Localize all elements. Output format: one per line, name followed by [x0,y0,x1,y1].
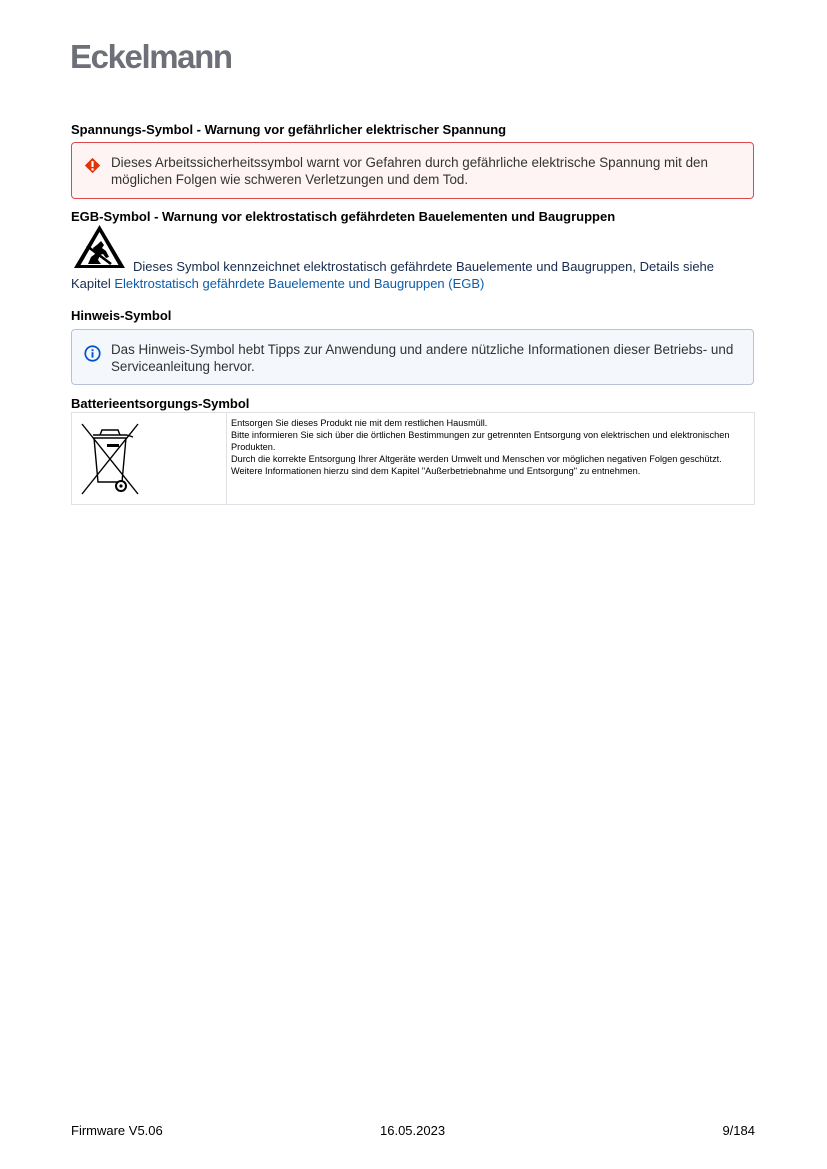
esd-text-line1: Dieses Symbol kennzeichnet elektrostatisch gefährdete Bauelemente und Baugruppen, Details siehe [133,259,715,274]
crossed-bin-icon [79,422,141,496]
warning-icon [84,157,101,174]
footer-page-number: 9/184 [722,1123,755,1138]
heading-batterie: Batterieentsorgungs-Symbol [71,396,250,411]
battery-line: Entsorgen Sie dieses Produkt nie mit dem restlichen Hausmüll. [231,418,488,428]
battery-line: Durch die korrekte Entsorgung Ihrer Altgeräte werden Umwelt und Menschen vor möglichen negativen Folgen geschützt. Weitere Informationen hierzu sind dem Kapitel "Außerbetriebnahme und Entsorgung" zu entnehmen. [231,454,722,476]
warning-text: Dieses Arbeitssicherheitssymbol warnt vor Gefahren durch gefährliche elektrische Spannung mit den möglichen Folgen wie schweren Verletzungen und dem Tod. [111,155,708,187]
warning-panel [71,142,754,199]
battery-text-cell [227,413,755,505]
info-panel [71,329,754,385]
info-icon [84,345,101,362]
footer-firmware: Firmware V5.06 [71,1123,163,1138]
footer-date: 16.05.2023 [380,1123,446,1138]
heading-spannung: Spannungs-Symbol - Warnung vor gefährlicher elektrischer Spannung [71,122,507,137]
heading-egb: EGB-Symbol - Warnung vor elektrostatisch gefährdeten Bauelementen und Baugruppen [71,209,616,224]
esd-text-line2 [71,276,484,291]
egb-chapter-link[interactable]: Elektrostatisch gefährdete Bauelemente und Baugruppen (EGB) [114,276,485,291]
eckelmann-logo: Eckelmann [70,38,232,75]
battery-line: Bitte informieren Sie sich über die örtlichen Bestimmungen zur getrennten Entsorgung von elektrischen und elektronischen Produkten. [231,430,730,452]
battery-symbol-cell [72,413,227,505]
esd-icon [73,224,126,269]
esd-text-prefix: Kapitel [71,276,115,291]
heading-hinweis: Hinweis-Symbol [71,308,172,323]
info-text: Das Hinweis-Symbol hebt Tipps zur Anwendung und andere nützliche Informationen dieser Betriebs- und Serviceanleitung hervor. [111,342,734,374]
battery-table [71,412,755,505]
